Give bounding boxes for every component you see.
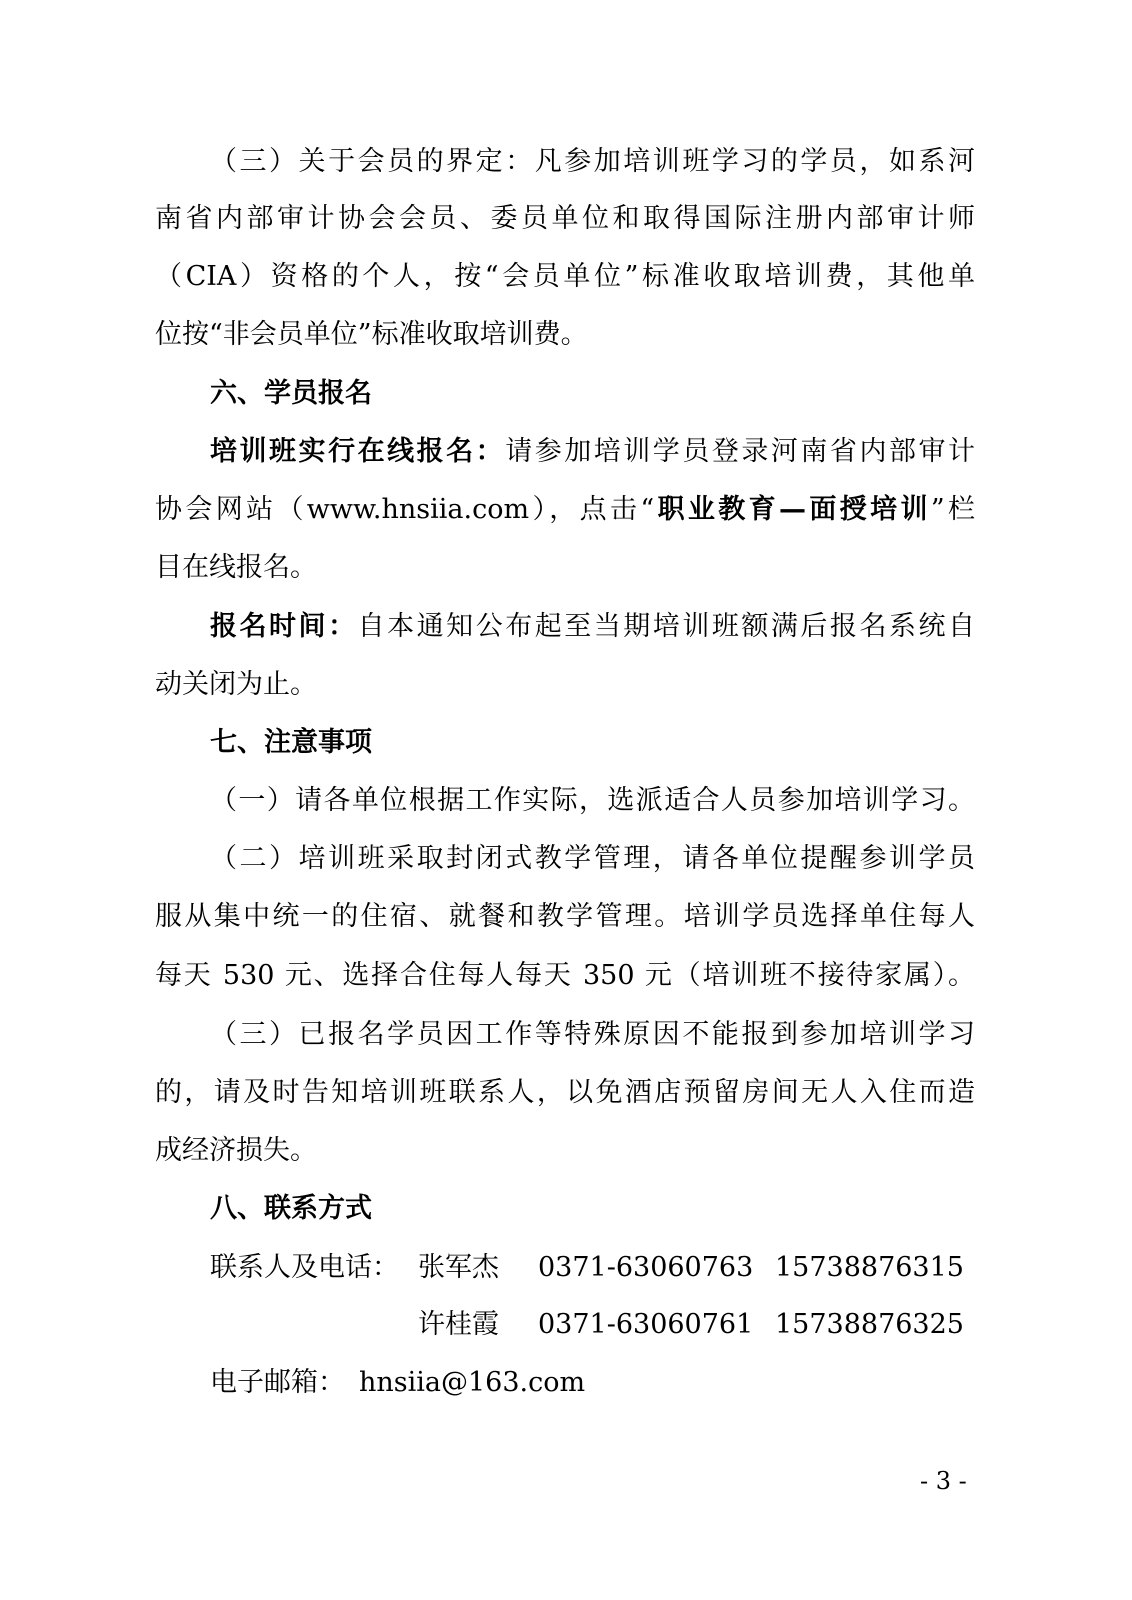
online-registration-line-2 (155, 491, 975, 529)
email-label: 电子邮箱： (210, 1367, 345, 1398)
email-address: hnsiia@163.com (359, 1367, 586, 1398)
email-line (210, 1364, 585, 1402)
registration-time-line-1 (210, 608, 975, 646)
online-registration-text-2a: 协会网站（www.hnsiia.com），点击“ (155, 494, 655, 525)
section-7-heading: 七、注意事项 (210, 727, 372, 758)
section-6-heading: 六、学员报名 (210, 378, 372, 409)
contact-name: 许桂霞 (418, 1309, 499, 1340)
contact-name: 张军杰 (418, 1252, 499, 1283)
page-number: - 3 - (920, 1467, 967, 1495)
contact-mobile: 15738876315 (775, 1252, 964, 1283)
notice-item-3-line-2: 的，请及时告知培训班联系人，以免酒店预留房间无人入住而造 (155, 1077, 975, 1108)
online-registration-text-2c: ”栏 (930, 494, 975, 525)
notice-item-2-line-3: 每天 530 元、选择合住每人每天 350 元（培训班不接待家属）。 (155, 960, 975, 991)
member-definition-line-3: （CIA）资格的个人，按“会员单位”标准收取培训费，其他单 (155, 261, 975, 292)
notice-item-3-line-1: （三）已报名学员因工作等特殊原因不能报到参加培训学习 (210, 1019, 975, 1050)
registration-time-label: 报名时间： (210, 611, 358, 642)
contact-phone: 0371-63060763 (538, 1252, 754, 1283)
section-8-heading: 八、联系方式 (210, 1193, 372, 1224)
registration-time-text-1: 自本通知公布起至当期培训班额满后报名系统自 (357, 611, 976, 642)
notice-item-2-line-1: （二）培训班采取封闭式教学管理，请各单位提醒参训学员 (210, 843, 975, 874)
member-definition-line-4: 位按“非会员单位”标准收取培训费。 (155, 319, 588, 350)
contact-mobile: 15738876325 (775, 1309, 964, 1340)
online-registration-line-1 (210, 433, 975, 471)
notice-item-1: （一）请各单位根据工作实际，选派适合人员参加培训学习。 (210, 785, 975, 816)
contact-phone: 0371-63060761 (538, 1309, 754, 1340)
notice-item-3-line-3: 成经济损失。 (155, 1135, 317, 1166)
online-registration-label: 培训班实行在线报名： (210, 436, 506, 467)
member-definition-line-1: （三）关于会员的界定：凡参加培训班学习的学员，如系河 (210, 146, 975, 177)
registration-time-line-2: 动关闭为止。 (155, 669, 317, 700)
online-registration-text-1: 请参加培训学员登录河南省内部审计 (505, 436, 976, 467)
vocational-education-column: 职业教育—面授培训 (654, 494, 931, 525)
notice-item-2-line-2: 服从集中统一的住宿、就餐和教学管理。培训学员选择单住每人 (155, 901, 975, 932)
contact-label: 联系人及电话： (210, 1252, 399, 1283)
online-registration-line-3: 目在线报名。 (155, 552, 317, 583)
member-definition-line-2: 南省内部审计协会会员、委员单位和取得国际注册内部审计师 (155, 203, 975, 234)
